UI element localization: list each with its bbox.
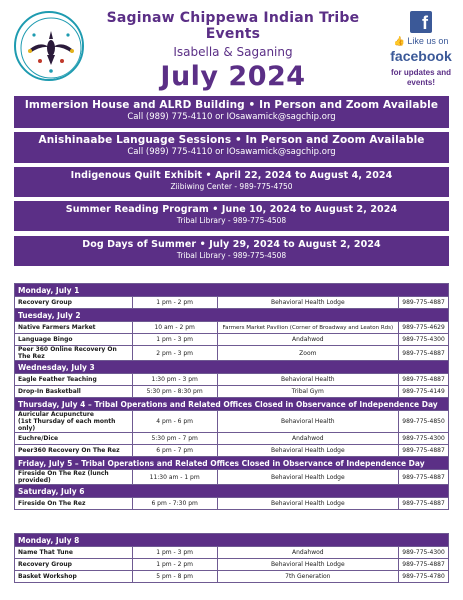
eagle-logo-icon [16, 13, 84, 81]
event-location: Farmers Market Pavilion (Corner of Broadway and Leaton Rds) [217, 322, 399, 334]
event-time: 6 pm - 7:30 pm [132, 498, 217, 510]
event-phone: 989-775-4300 [399, 547, 449, 559]
banner-title: Indigenous Quilt Exhibit • April 22, 2024 to August 4, 2024 [70, 170, 393, 181]
summer-reading-banner [14, 201, 449, 231]
event-name: Recovery Group [15, 297, 133, 309]
event-name: Fireside On The Rez [15, 498, 133, 510]
facebook-icon[interactable]: f [410, 11, 432, 33]
event-name: Peer 360 Online Recovery On The Rez [15, 346, 133, 361]
table-row [15, 547, 449, 559]
event-location: Behavioral Health Lodge [217, 559, 399, 571]
event-time: 1 pm - 2 pm [132, 559, 217, 571]
event-location: Behavioral Health Lodge [217, 470, 399, 485]
language-sessions-banner [14, 132, 449, 163]
quilt-exhibit-banner [14, 167, 449, 197]
event-time: 5:30 pm - 7 pm [132, 433, 217, 445]
day-header: Monday, July 1 [15, 284, 449, 297]
event-time: 2 pm - 3 pm [132, 346, 217, 361]
banner-contact: Call (989) 775-4110 or IOsawamick@sagchip.org [127, 112, 336, 122]
event-location: Behavioral Health Lodge [217, 445, 399, 457]
day-header: Tuesday, July 2 [15, 309, 449, 322]
event-location: Andahwod [217, 547, 399, 559]
event-name: Fireside On The Rez (lunch provided) [15, 470, 133, 485]
banner-contact: Tribal Library - 989-775-4508 [176, 251, 287, 260]
table-row [15, 374, 449, 386]
table-row [15, 297, 449, 309]
table-row [15, 571, 449, 583]
banner-title: Immersion House and ALRD Building • In Person and Zoom Available [24, 99, 439, 111]
facebook-promo[interactable] [388, 11, 454, 88]
event-name: Recovery Group [15, 559, 133, 571]
banner-contact: Ziibiwing Center - 989-775-4750 [170, 182, 293, 191]
facebook-updates-text: for updates and events! [390, 68, 451, 87]
page-header [0, 0, 463, 94]
event-name: Drop-In Basketball [15, 386, 133, 398]
event-location: 7th Generation [217, 571, 399, 583]
banner-title: Dog Days of Summer • July 29, 2024 to August 2, 2024 [82, 239, 381, 250]
event-location: Behavioral Health Lodge [217, 297, 399, 309]
event-name: Eagle Feather Teaching [15, 374, 133, 386]
event-time: 4 pm - 6 pm [132, 411, 217, 433]
day-header: Friday, July 5 – Tribal Operations and Related Offices Closed in Observance of Independence Day [15, 457, 449, 470]
event-phone: 989-775-4887 [399, 470, 449, 485]
event-location: Behavioral Health [217, 411, 399, 433]
event-name: Native Farmers Market [15, 322, 133, 334]
table-row [15, 433, 449, 445]
event-phone: 989-775-4887 [399, 374, 449, 386]
banner-contact: Call (989) 775-4110 or IOsawamick@sagchip.org [127, 147, 336, 157]
event-phone: 989-775-4149 [399, 386, 449, 398]
event-time: 1 pm - 3 pm [132, 334, 217, 346]
table-row [15, 346, 449, 361]
event-phone: 989-775-4300 [399, 334, 449, 346]
table-row [15, 322, 449, 334]
banner-title: Anishinaabe Language Sessions • In Person and Zoom Available [38, 134, 425, 146]
event-phone: 989-775-4887 [399, 498, 449, 510]
event-name-note: (1st Thursday of each month only) [18, 418, 116, 432]
month-title: July 2024 [160, 61, 306, 92]
event-name: Name That Tune [15, 547, 133, 559]
event-time: 10 am - 2 pm [132, 322, 217, 334]
event-location: Andahwod [217, 334, 399, 346]
day-header: Wednesday, July 3 [15, 361, 449, 374]
event-phone: 989-775-4629 [399, 322, 449, 334]
table-row [15, 386, 449, 398]
event-phone: 989-775-4300 [399, 433, 449, 445]
event-time: 1 pm - 2 pm [132, 297, 217, 309]
immersion-house-banner [14, 96, 449, 128]
event-time: 1 pm - 3 pm [132, 547, 217, 559]
table-row [15, 411, 449, 433]
banner-title: Summer Reading Program • June 10, 2024 to August 2, 2024 [65, 204, 398, 215]
title-block [88, 10, 378, 92]
event-phone: 989-775-4887 [399, 559, 449, 571]
event-time: 6 pm - 7 pm [132, 445, 217, 457]
event-name [15, 411, 133, 433]
event-location: Andahwod [217, 433, 399, 445]
schedule-table-week1 [14, 283, 449, 510]
table-row [15, 470, 449, 485]
event-time: 11:30 am - 1 pm [132, 470, 217, 485]
event-name: Language Bingo [15, 334, 133, 346]
dog-days-banner [14, 236, 449, 266]
table-row [15, 445, 449, 457]
banner-contact: Tribal Library - 989-775-4508 [176, 216, 287, 225]
location-subtitle: Isabella & Saganing [173, 45, 293, 59]
event-phone: 989-775-4850 [399, 411, 449, 433]
thumbs-up-icon: 👍 [393, 36, 405, 46]
event-phone: 989-775-4887 [399, 445, 449, 457]
event-name-line: Auricular Acupuncture [18, 411, 94, 418]
schedule-table-week2 [14, 533, 449, 583]
facebook-wordmark: facebook [390, 48, 452, 64]
event-location: Behavioral Health Lodge [217, 498, 399, 510]
event-location: Zoom [217, 346, 399, 361]
day-header: Monday, July 8 [15, 534, 449, 547]
event-name: Peer360 Recovery On The Rez [15, 445, 133, 457]
event-name: Basket Workshop [15, 571, 133, 583]
event-name: Euchre/Dice [15, 433, 133, 445]
table-row [15, 498, 449, 510]
event-time: 1:30 pm - 3 pm [132, 374, 217, 386]
event-phone: 989-775-4887 [399, 346, 449, 361]
event-location: Behavioral Health [217, 374, 399, 386]
table-row [15, 559, 449, 571]
tribe-logo [14, 11, 84, 81]
event-phone: 989-775-4887 [399, 297, 449, 309]
day-header: Saturday, July 6 [15, 485, 449, 498]
event-phone: 989-775-4780 [399, 571, 449, 583]
event-time: 5:30 pm - 8:30 pm [132, 386, 217, 398]
facebook-like-text: 👍 Like us on [393, 36, 449, 46]
table-row [15, 334, 449, 346]
day-header: Thursday, July 4 – Tribal Operations and Related Offices Closed in Observance of Independence Day [15, 398, 449, 411]
event-time: 5 pm - 8 pm [132, 571, 217, 583]
event-calendar-title: Saginaw Chippewa Indian Tribe Events [106, 10, 360, 42]
event-location: Tribal Gym [217, 386, 399, 398]
